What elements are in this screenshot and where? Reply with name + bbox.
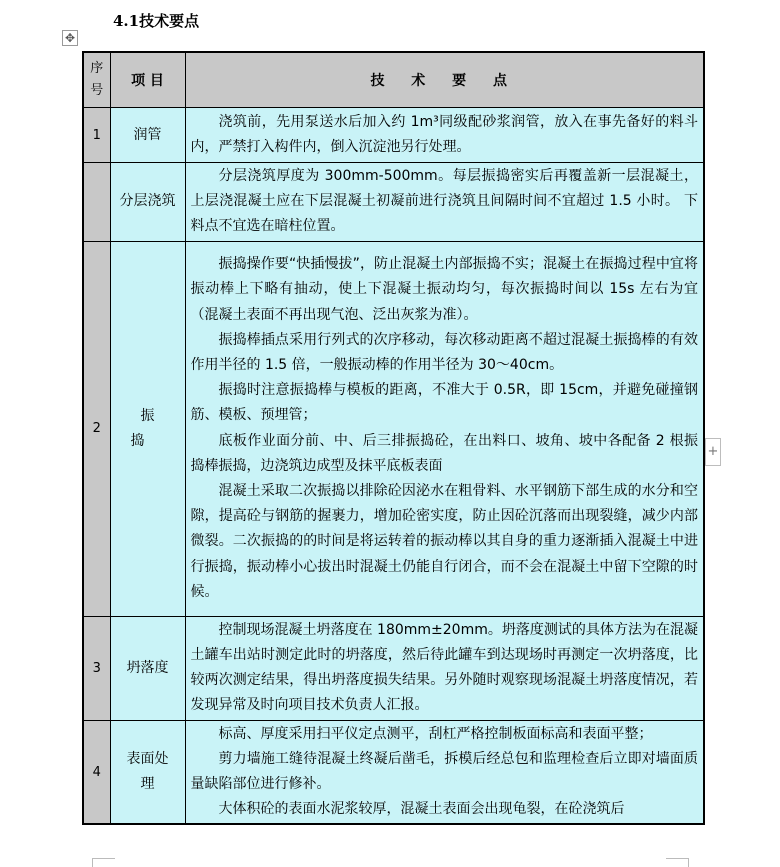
row-number (83, 163, 110, 242)
table-row (83, 108, 704, 163)
table-header-row (83, 52, 704, 108)
content-paragraph: 振捣时注意振捣棒与模板的距离，不准大于 0.5R，即 15cm，并避免碰撞钢筋、模板、预埋管； (190, 382, 698, 424)
content-paragraph: 浇筑前，先用泵送水后加入约 1m³同级配砂浆润管，放入在事先备好的料斗内，严禁打入构件内，倒入沉淀池另行处理。 (190, 113, 698, 155)
header-key-points: 技 术 要 点 (185, 52, 704, 108)
content-paragraph: 底板作业面分前、中、后三排振捣砼，在出料口、坡角、坡中各配备 2 根振捣棒振捣，边浇筑边成型及抹平底板表面 (190, 432, 698, 474)
table-row (83, 616, 704, 720)
row-item: 分层浇筑 (110, 163, 185, 242)
row-content (185, 108, 704, 163)
row-number: 2 (83, 241, 110, 616)
content-paragraph: 剪力墙施工缝待混凝土终凝后凿毛，拆模后经总包和监理检查后立即对墙面质量缺陷部位进行修补。 (190, 750, 698, 793)
table-row (83, 163, 704, 242)
content-paragraph: 混凝土采取二次振捣以排除砼因泌水在粗骨料、水平钢筋下部生成的水分和空隙，提高砼与钢筋的握裹力，增加砼密实度，防止因砼沉落而出现裂缝，减少内部微裂。二次振捣的的时间是将运转着的振动棒以其自身的重力逐渐插入混凝土中进行振捣，振动棒小心拔出时混凝土仍能自行闭合，而不会在混凝土中留下空隙的时候。 (190, 483, 698, 600)
content-paragraph: 控制现场混凝土坍落度在 180mm±20mm。坍落度测试的具体方法为在混凝土罐车出站时测定此时的坍落度，然后待此罐车到达现场时再测定一次坍落度，比较两次测定结果，得出坍落度损失结果。另外随时观察现场混凝土坍落度情况，若发现异常及时向项目技术负责人汇报。 (190, 621, 698, 714)
row-number: 3 (83, 616, 110, 720)
row-content (185, 241, 704, 616)
section-heading: 4.1技术要点 (113, 12, 200, 30)
row-content (185, 616, 704, 720)
move-icon[interactable]: ✥ (62, 30, 78, 46)
row-number: 1 (83, 108, 110, 163)
table-row (83, 241, 704, 616)
content-paragraph: 振捣棒插点采用行列式的次序移动，每次移动距离不超过混凝土振捣棒的有效作用半径的 1.5 倍，一般振动棒的作用半径为 30～40cm。 (190, 331, 698, 373)
content-paragraph: 分层浇筑厚度为 300mm-500mm。每层振捣密实后再覆盖新一层混凝土，上层浇混凝土应在下层混凝土初凝前进行浇筑且间隔时间不宜超过 1.5 小时。 下料点不宜选在暗柱位置。 (190, 168, 698, 235)
row-number: 4 (83, 720, 110, 824)
header-item: 项 目 (110, 52, 185, 108)
row-item: 润管 (110, 108, 185, 163)
row-content (185, 163, 704, 242)
row-item: 振捣 (110, 241, 185, 616)
row-item: 坍落度 (110, 616, 185, 720)
row-item: 表面处理 (110, 720, 185, 824)
plus-icon[interactable]: + (705, 438, 721, 466)
content-paragraph: 大体积砼的表面水泥浆较厚，混凝土表面会出现龟裂，在砼浇筑后 (218, 801, 625, 818)
content-paragraph: 标高、厚度采用扫平仪定点测平，刮杠严格控制板面标高和表面平整； (218, 725, 653, 742)
row-content (185, 720, 704, 824)
table-row (83, 720, 704, 824)
content-paragraph: 振捣操作要“快插慢拔”，防止混凝土内部振捣不实；混凝土在振捣过程中宜将振动棒上下略有抽动，使上下混凝土振动均匀，每次振捣时间以 15s 左右为宜（混凝土表面不再出现气泡、泛出灰浆为准）。 (190, 256, 698, 323)
header-seq: 序号 (83, 52, 110, 108)
technical-points-table (82, 51, 705, 825)
